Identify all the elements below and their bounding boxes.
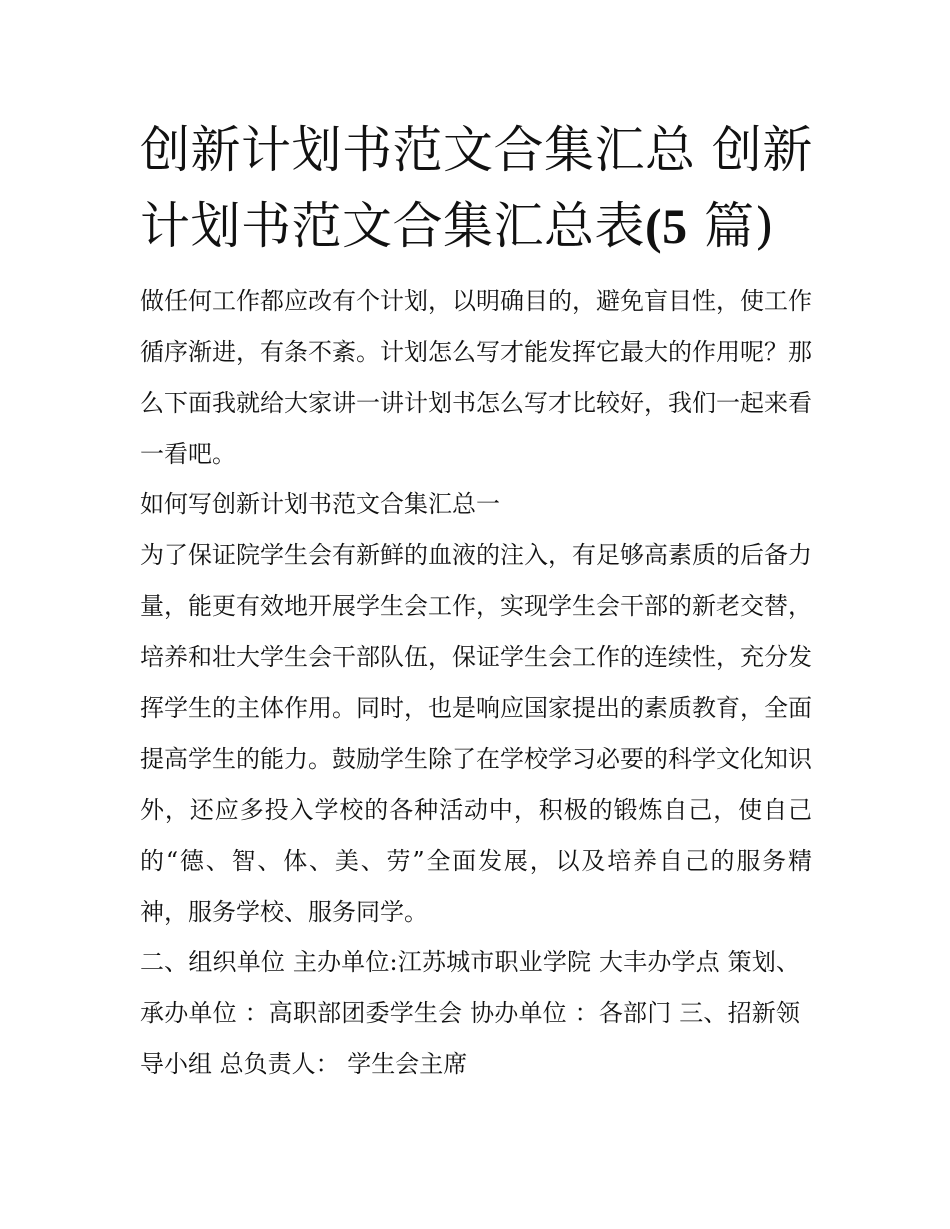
document-title [140,112,820,264]
body-paragraph: 为了保证院学生会有新鲜的血液的注入，有足够高素质的后备力量，能更有效地开展学生会工作，实现学生会干部的新老交替，培养和壮大学生会干部队伍，保证学生会工作的连续性，充分发挥学生的主体作用。同时，也是响应国家提出的素质教育，全面提高学生的能力。鼓励学生除了在学校学习必要的科学文化知识外，还应多投入学校的各种活动中，积极的锻炼自己，使自己的“德、智、体、美、劳”全面发展，以及培养自己的服务精神，服务学校、服务同学。 [140,541,812,926]
organization-paragraph: 二、组织单位 主办单位:江苏城市职业学院 大丰办学点 策划、承办单位 ：高职部团委学生会 协办单位 ：各部门 三、招新领导小组 总负责人： 学生会主席 [140,948,800,1078]
section-heading: 如何写创新计划书范文合集汇总一 [140,490,500,518]
title-count: (5 [645,198,688,254]
intro-paragraph: 做任何工作都应改有个计划，以明确目的，避免盲目性，使工作循序渐进，有条不紊。计划怎么写才能发挥它最大的作用呢？那么下面我就给大家讲一讲计划书怎么写才比较好，我们一起来看一看吧。 [140,287,812,468]
title-text: 创新计划书范文合集汇总 创新计划书范文合集汇总表 [140,121,813,255]
title-suffix: 篇) [687,197,775,255]
